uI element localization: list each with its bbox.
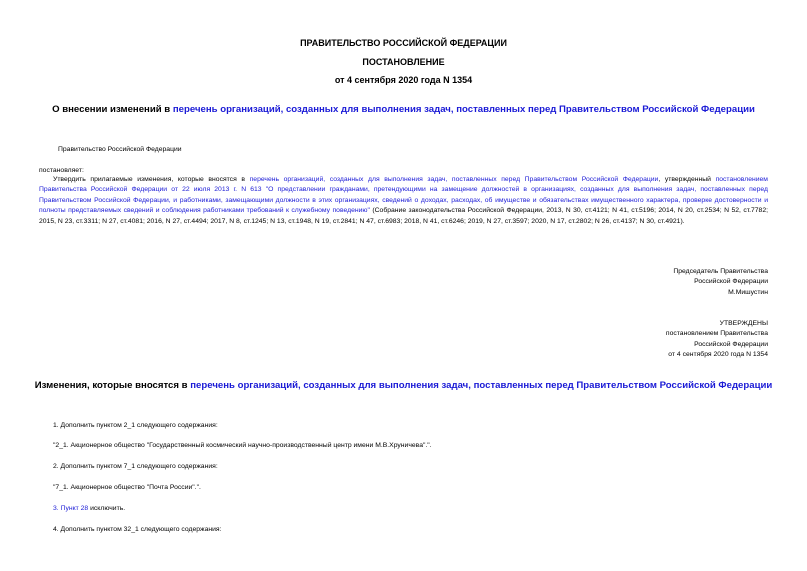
item-3 bbox=[53, 504, 125, 514]
item-1: 1. Дополнить пунктом 2_1 следующего содержания: bbox=[53, 422, 218, 429]
decides-label: постановляет: bbox=[39, 167, 84, 174]
main-paragraph-text-c: (Собрание законодательства Российской Федерации, 2013, N 30, ст.4121; N 41, ст.5196; 2014, N 20, ст.2534; N 52, ст.7782; 2015, N 23, ст.3311; N 27, ст.4081; 2016, N 27, ст.4494; 2017, N 8, ст.1245; N 13, ст.1948, N 19, ст.2841; N 47, ст.6983; 2018, N 41, ст.6246; 2019, N 27, ст.3597; 2020, N 17, ст.2802; N 26, ст.4137; N 30, ст.4921). bbox=[39, 207, 768, 225]
approval-block bbox=[666, 319, 768, 361]
main-paragraph-text-b: , утвержденный bbox=[658, 176, 716, 183]
changes-heading bbox=[0, 380, 807, 391]
item-3-text: исключить. bbox=[88, 505, 126, 512]
approval-line-3: Российской Федерации bbox=[694, 340, 768, 348]
document-date-number: от 4 сентября 2020 года N 1354 bbox=[334, 75, 473, 85]
item-1-quote: "2_1. Акционерное общество "Государственный космический научно-производственный центр имени М.В.Хруничева".". bbox=[53, 442, 432, 449]
resolution-613-link[interactable]: постановлением Правительства Российской Федерации от 22 июля 2013 г. N 613 "О представлении гражданами, претендующими на замещение должностей в организациях, созданных для выполнения задач, поставленных перед Правительством Российской Федерации, и работниками, замещающими должности в этих организациях, сведений о доходах, расходах, об имуществе и обязательствах имущественного характера, проверке достоверности и полноты представляемых сведений и соблюдения работниками требований к служебному поведению" bbox=[39, 176, 768, 215]
list-link[interactable]: перечень организаций, созданных для выполнения задач, поставленных перед Правительством Российской Федерации bbox=[249, 176, 659, 183]
document-heading bbox=[0, 104, 807, 115]
document-heading-prefix: О внесении изменений в bbox=[52, 104, 173, 115]
approval-line-2: постановлением Правительства bbox=[665, 330, 768, 338]
document-type: ПОСТАНОВЛЕНИЕ bbox=[362, 57, 445, 67]
org-title: ПРАВИТЕЛЬСТВО РОССИЙСКОЙ ФЕДЕРАЦИИ bbox=[300, 38, 507, 48]
changes-heading-prefix: Изменения, которые вносятся в bbox=[34, 380, 191, 391]
item-3-number: 3. bbox=[53, 505, 61, 512]
government-label: Правительство Российской Федерации bbox=[58, 146, 182, 153]
changes-heading-link[interactable]: перечень организаций, созданных для выполнения задач, поставленных перед Правительством Российской Федерации bbox=[190, 380, 773, 391]
approval-line-4: от 4 сентября 2020 года N 1354 bbox=[668, 351, 768, 359]
signature-country: Российской Федерации bbox=[694, 278, 768, 286]
approval-title: УТВЕРЖДЕНЫ bbox=[719, 320, 768, 327]
item-2-quote: "7_1. Акционерное общество "Почта России".". bbox=[53, 484, 201, 491]
signature-block bbox=[673, 267, 768, 298]
item-4: 4. Дополнить пунктом 32_1 следующего содержания: bbox=[53, 526, 222, 533]
main-paragraph bbox=[39, 175, 768, 227]
main-paragraph-text-a: Утвердить прилагаемые изменения, которые вносятся в bbox=[53, 176, 250, 183]
item-2: 2. Дополнить пунктом 7_1 следующего содержания: bbox=[53, 463, 218, 470]
signature-name: М.Мишустин bbox=[728, 288, 768, 296]
signature-position: Председатель Правительства bbox=[673, 268, 768, 275]
heading-link[interactable]: перечень организаций, созданных для выполнения задач, поставленных перед Правительством Российской Федерации bbox=[172, 104, 755, 115]
item-3-link[interactable]: Пункт 28 bbox=[60, 505, 89, 512]
